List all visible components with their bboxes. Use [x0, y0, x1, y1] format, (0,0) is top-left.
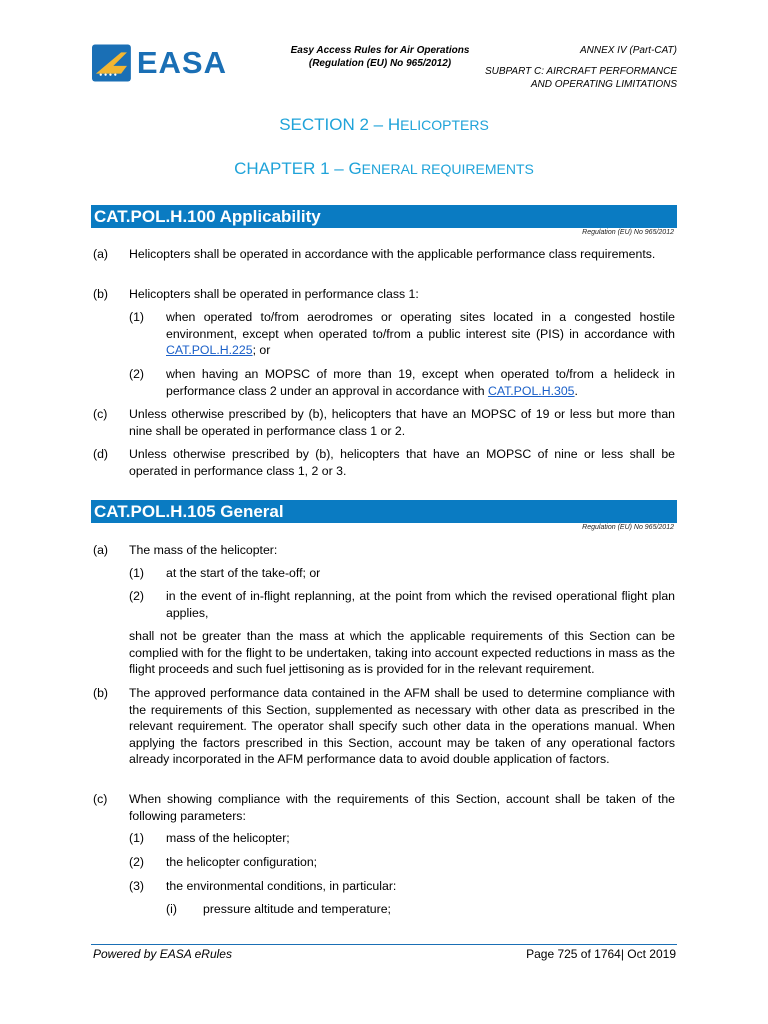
section-heading — [0, 115, 768, 135]
item-label: (d) — [93, 447, 109, 461]
item-label: (b) — [93, 287, 109, 301]
subitem-text: in the event of in-flight replanning, at the point from which the revised operational flight plan applies, — [166, 589, 675, 620]
logo-text: EASA — [136, 45, 227, 80]
chapter-rest: ENERAL REQUIREMENTS — [361, 161, 534, 177]
regulation-ref-h100: Regulation (EU) No 965/2012 — [582, 229, 674, 236]
subitem-text: the helicopter configuration; — [166, 855, 318, 869]
easa-logo — [92, 43, 227, 83]
item-label: (c) — [93, 407, 108, 421]
item-label: (a) — [93, 543, 109, 557]
subitem-label: (1) — [129, 831, 145, 845]
chapter-prefix: CHAPTER 1 – — [234, 159, 349, 178]
subitem-label: (1) — [129, 566, 145, 580]
footer-rule — [91, 944, 677, 945]
subpart-line1: SUBPART C: AIRCRAFT PERFORMANCE — [484, 66, 677, 77]
section-first-letter: H — [387, 115, 401, 134]
subitem-text: mass of the helicopter; — [166, 831, 290, 845]
item-label: (b) — [93, 686, 109, 700]
subitem-label: (2) — [129, 367, 145, 381]
footer-page-info: Page 725 of 1764| Oct 2019 — [526, 947, 676, 961]
item-label: (c) — [93, 792, 108, 806]
subitem-label: (3) — [129, 879, 145, 893]
subitem-text: the environmental conditions, in particular: — [166, 879, 397, 893]
regulation-ref-h105: Regulation (EU) No 965/2012 — [582, 524, 674, 531]
subitem-text: at the start of the take-off; or — [166, 566, 321, 580]
item-text: Helicopters shall be operated in performance class 1: — [129, 287, 419, 301]
doc-title-line2: (Regulation (EU) No 965/2012) — [308, 58, 452, 69]
chapter-heading — [0, 159, 768, 179]
item-text: The mass of the helicopter: — [129, 543, 278, 557]
annex-label: ANNEX IV (Part-CAT) — [579, 45, 677, 56]
link-cat-pol-h-225[interactable]: CAT.POL.H.225 — [166, 343, 253, 357]
subitem-text: when operated to/from aerodromes or operating sites located in a congested hostile environment, except when operated to/from a public interest site (PIS) in accordance with CAT.POL.H.225; or — [166, 310, 675, 357]
subsubitem-text: pressure altitude and temperature; — [203, 902, 391, 916]
item-text: When showing compliance with the requirements of this Section, account shall be taken of the following parameters: — [129, 792, 675, 823]
rule-heading-h100: CAT.POL.H.100 Applicability — [91, 205, 677, 228]
item-text: Unless otherwise prescribed by (b), helicopters that have an MOPSC of 19 or less but more than nine shall be operated in performance class 1 or 2. — [129, 407, 675, 438]
doc-title-line1: Easy Access Rules for Air Operations — [290, 45, 470, 56]
section-prefix: SECTION 2 – — [279, 115, 388, 134]
item-text: Helicopters shall be operated in accordance with the applicable performance class requirements. — [129, 247, 656, 261]
easa-wing-icon — [92, 44, 131, 82]
footer-powered-by: Powered by EASA eRules — [93, 947, 232, 961]
subitem-label: (1) — [129, 310, 145, 324]
rule-heading-h105: CAT.POL.H.105 General — [91, 500, 677, 523]
subitem-text: when having an MOPSC of more than 19, except when operated to/from a helideck in performance class 2 under an approval in accordance with CAT.POL.H.305. — [166, 367, 675, 398]
item-label: (a) — [93, 247, 109, 261]
subitem-label: (2) — [129, 855, 145, 869]
link-cat-pol-h-305[interactable]: CAT.POL.H.305 — [487, 383, 575, 398]
chapter-first-letter: G — [348, 159, 362, 178]
subitem-label: (2) — [129, 589, 145, 603]
item-text: Unless otherwise prescribed by (b), helicopters that have an MOPSC of nine or less shall be operated in performance class 1, 2 or 3. — [129, 447, 675, 478]
item-continuation: shall not be greater than the mass at which the applicable requirements of this Section can be complied with for the flight to be undertaken, taking into account expected reductions in mass as the flight proceeds and such fuel jettisoning as is provided for in the relevant requirement. — [129, 629, 675, 676]
header-right — [437, 44, 677, 91]
item-text: The approved performance data contained in the AFM shall be used to determine compliance with the requirements of this Section, supplemented as necessary with other data as prescribed in the relevant requirement. The operator shall specify such other data in the operations manual. When applying the factors prescribed in this Section, account may be taken of any operational factors already incorporated in the AFM performance data to avoid double application of factors. — [129, 686, 675, 766]
section-rest: ELICOPTERS — [400, 117, 489, 133]
subsubitem-label: (i) — [166, 902, 177, 916]
subpart-line2: AND OPERATING LIMITATIONS — [530, 79, 677, 90]
